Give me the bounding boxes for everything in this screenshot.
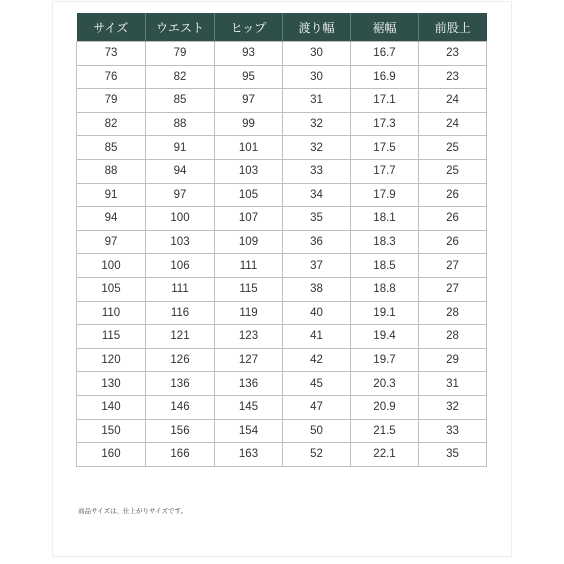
cell-thigh-width: 47 [283,395,351,419]
cell-thigh-width: 41 [283,325,351,349]
cell-size: 150 [77,419,146,443]
cell-size: 97 [77,230,146,254]
cell-hip: 101 [215,136,283,160]
cell-hip: 136 [215,372,283,396]
cell-hem-width: 19.4 [351,325,419,349]
size-note: 商品サイズは、仕上がりサイズです。 [78,508,187,515]
cell-hem-width: 17.7 [351,159,419,183]
cell-size: 82 [77,112,146,136]
cell-front-rise: 31 [419,372,487,396]
cell-waist: 88 [146,112,215,136]
table-header [77,13,487,42]
cell-size: 160 [77,443,146,467]
cell-thigh-width: 37 [283,254,351,278]
cell-waist: 79 [146,42,215,66]
header-row [77,13,487,42]
cell-hip: 111 [215,254,283,278]
cell-waist: 94 [146,159,215,183]
header-front-rise: 前股上 [419,13,487,42]
cell-waist: 103 [146,230,215,254]
header-waist: ウエスト [146,13,215,42]
cell-hip: 163 [215,443,283,467]
cell-hip: 97 [215,89,283,113]
cell-hem-width: 19.1 [351,301,419,325]
table-row [77,65,487,89]
table-row [77,254,487,278]
cell-front-rise: 26 [419,230,487,254]
table-row [77,159,487,183]
cell-hem-width: 19.7 [351,348,419,372]
cell-waist: 97 [146,183,215,207]
table-row [77,277,487,301]
cell-hip: 154 [215,419,283,443]
cell-front-rise: 33 [419,419,487,443]
cell-hip: 103 [215,159,283,183]
cell-hem-width: 20.3 [351,372,419,396]
cell-hip: 145 [215,395,283,419]
cell-front-rise: 24 [419,112,487,136]
table-row [77,89,487,113]
cell-size: 115 [77,325,146,349]
table-row [77,325,487,349]
cell-thigh-width: 40 [283,301,351,325]
table-row [77,230,487,254]
cell-waist: 136 [146,372,215,396]
cell-thigh-width: 30 [283,42,351,66]
cell-hip: 123 [215,325,283,349]
cell-front-rise: 23 [419,65,487,89]
header-hem-width: 裾幅 [351,13,419,42]
cell-size: 94 [77,207,146,231]
cell-waist: 85 [146,89,215,113]
cell-size: 105 [77,277,146,301]
size-chart-table [76,13,487,467]
table-row [77,419,487,443]
table-row [77,112,487,136]
cell-thigh-width: 52 [283,443,351,467]
cell-hem-width: 16.7 [351,42,419,66]
cell-size: 85 [77,136,146,160]
cell-hem-width: 17.3 [351,112,419,136]
cell-waist: 126 [146,348,215,372]
cell-hip: 127 [215,348,283,372]
cell-front-rise: 28 [419,325,487,349]
cell-size: 140 [77,395,146,419]
cell-size: 130 [77,372,146,396]
cell-hip: 109 [215,230,283,254]
table-row [77,395,487,419]
cell-hem-width: 21.5 [351,419,419,443]
cell-waist: 91 [146,136,215,160]
cell-thigh-width: 35 [283,207,351,231]
cell-size: 120 [77,348,146,372]
cell-size: 73 [77,42,146,66]
cell-hem-width: 18.1 [351,207,419,231]
cell-hip: 93 [215,42,283,66]
cell-hip: 107 [215,207,283,231]
cell-hem-width: 17.5 [351,136,419,160]
cell-thigh-width: 42 [283,348,351,372]
cell-size: 88 [77,159,146,183]
cell-thigh-width: 45 [283,372,351,396]
cell-front-rise: 27 [419,277,487,301]
cell-waist: 146 [146,395,215,419]
cell-thigh-width: 50 [283,419,351,443]
cell-hem-width: 17.1 [351,89,419,113]
table-row [77,42,487,66]
cell-size: 79 [77,89,146,113]
cell-size: 76 [77,65,146,89]
header-hip: ヒップ [215,13,283,42]
table-row [77,207,487,231]
cell-hem-width: 22.1 [351,443,419,467]
table-row [77,372,487,396]
cell-front-rise: 32 [419,395,487,419]
cell-size: 91 [77,183,146,207]
table-row [77,301,487,325]
cell-thigh-width: 32 [283,136,351,160]
cell-waist: 156 [146,419,215,443]
cell-hip: 95 [215,65,283,89]
cell-thigh-width: 34 [283,183,351,207]
cell-front-rise: 25 [419,159,487,183]
cell-hem-width: 20.9 [351,395,419,419]
cell-hip: 105 [215,183,283,207]
cell-waist: 166 [146,443,215,467]
table-row [77,348,487,372]
cell-waist: 116 [146,301,215,325]
cell-front-rise: 25 [419,136,487,160]
header-thigh-width: 渡り幅 [283,13,351,42]
cell-hem-width: 18.5 [351,254,419,278]
cell-waist: 111 [146,277,215,301]
cell-front-rise: 23 [419,42,487,66]
cell-thigh-width: 32 [283,112,351,136]
cell-hip: 99 [215,112,283,136]
table-row [77,183,487,207]
cell-front-rise: 27 [419,254,487,278]
cell-thigh-width: 36 [283,230,351,254]
cell-waist: 121 [146,325,215,349]
cell-size: 110 [77,301,146,325]
cell-front-rise: 26 [419,207,487,231]
cell-thigh-width: 31 [283,89,351,113]
cell-hem-width: 17.9 [351,183,419,207]
cell-front-rise: 28 [419,301,487,325]
cell-front-rise: 24 [419,89,487,113]
table-body [77,42,487,467]
cell-hip: 119 [215,301,283,325]
cell-waist: 100 [146,207,215,231]
cell-thigh-width: 30 [283,65,351,89]
cell-hem-width: 18.3 [351,230,419,254]
cell-hem-width: 16.9 [351,65,419,89]
cell-size: 100 [77,254,146,278]
cell-front-rise: 35 [419,443,487,467]
cell-waist: 82 [146,65,215,89]
header-size: サイズ [77,13,146,42]
cell-hip: 115 [215,277,283,301]
cell-thigh-width: 33 [283,159,351,183]
table-row [77,136,487,160]
table-row [77,443,487,467]
cell-waist: 106 [146,254,215,278]
cell-front-rise: 26 [419,183,487,207]
cell-thigh-width: 38 [283,277,351,301]
cell-hem-width: 18.8 [351,277,419,301]
cell-front-rise: 29 [419,348,487,372]
